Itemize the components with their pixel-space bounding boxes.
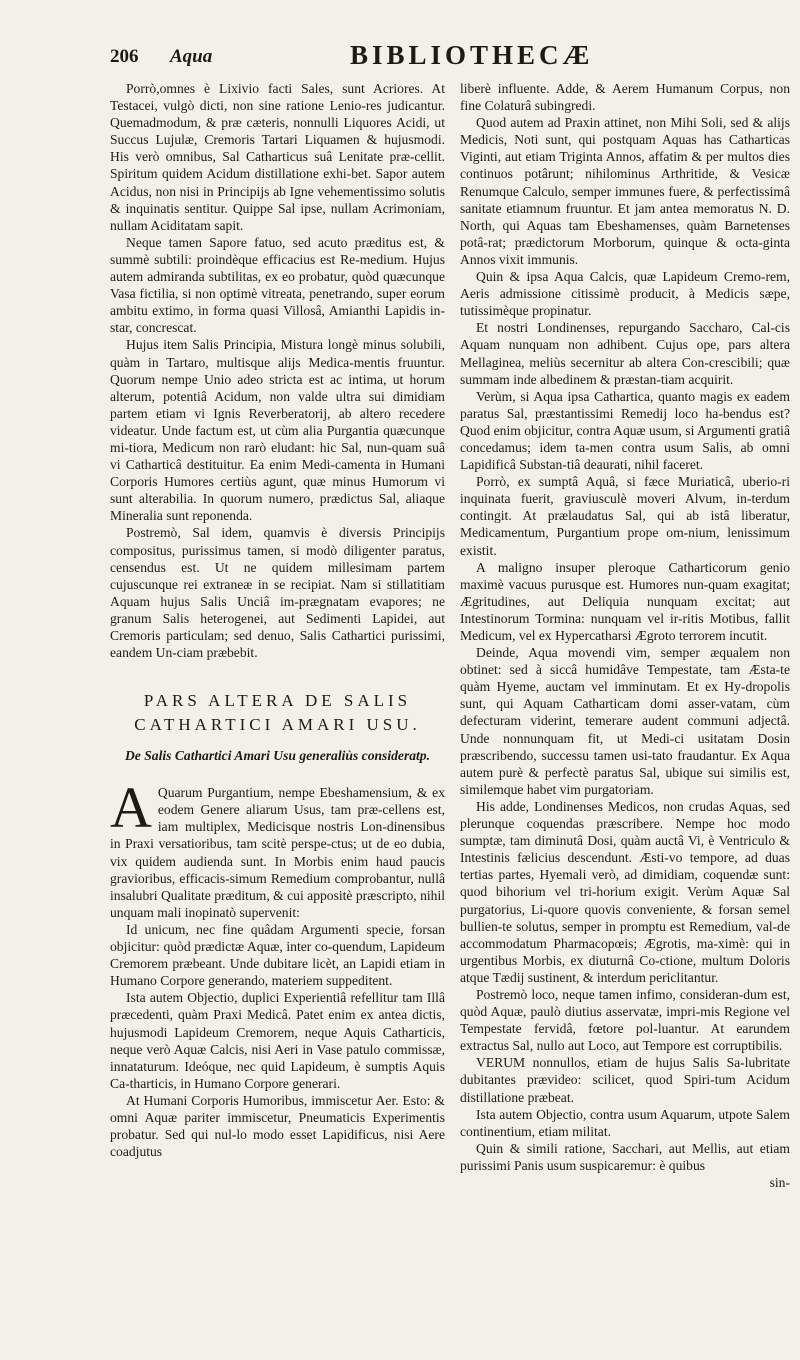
paragraph: VERUM nonnullos, etiam de hujus Salis Sa-lubritate dubitantes prævideo: scilicet, quod Spiri-tum Acidum distillatione præbeat. xyxy=(460,1055,790,1105)
paragraph: Postremò, Sal idem, quamvis è diversis Principijs compositus, purissimus tamen, si modò diligenter paratus, censendus est. Ut ne quidem millesimam partem cujuscunque rei extraneæ in se recipiat. Nam si stillatitiam Aquam hujus Salis Unciâ im-prægnatam evapores; ne granum Salis heterogenei, aut Sedimenti Lapidei, aut Cremoris particulam; sed denuo, Salis Cathartici purissimi, eandem Un-ciam præbebit. xyxy=(110,525,445,661)
paragraph: liberè influente. Adde, & Aerem Humanum Corpus, non fine Colaturâ subingredi. xyxy=(460,81,790,114)
section-subtitle: De Salis Cathartici Amari Usu generaliùs consideratp. xyxy=(124,748,431,764)
paragraph-text: Quarum Purgantium, nempe Ebeshamensium, & ex eodem Genere aliarum Usus, tam præ-cellens est, iam multiplex, Medicisque nostris Lon-dinensibus in Praxi versatioribus, tam scitè perspe-ctus; ut de eo dubia, vix quidem audienda sunt. In Morbis enim haud paucis gravioribus, efficacis-simum Remedium comprobantur, nullâ insalubri Qualitate præditum, & cui appositè præscripto, nihil unquam mali inopinatò supervenit: xyxy=(110,785,445,920)
paragraph: Hujus item Salis Principia, Mistura longè minus solubili, quàm in Tartaro, multisque alijs Medica-mentis fruuntur. Quorum nempe Unio adeo stricta est ac intima, ut horum alterum, potentiâ Acidum, non valde ultra sui dimidiam partem etiam vi Ignis Reverberatorij, ab altero recedere videatur. Unde factum est, ut cùm alia Purgantia quæcunque mi-tiora, Medicum non rarò eludant: hic Sal, nun-quam suâ vi Catharticâ destituitur. Ea enim Medi-camenta in Humani Corporis Humores certiùs agunt, quæ minus Humorum vi sunt alterabilia. In quorum numero, prædictus Sal, aliaque Mineralia sunt reponenda. xyxy=(110,337,445,524)
paragraph: Id unicum, nec fine quâdam Argumenti specie, forsan objicitur: quòd prædictæ Aquæ, inter co-quendum, Lapideum Cremorem præbeant. Unde dubitare licèt, an Lapidi etiam in Humano Corpore generando, materiem suppeditent. xyxy=(110,921,445,989)
paragraph: Et nostri Londinenses, repurgando Saccharo, Cal-cis Aquam nunquam non adhibent. Cujus ope, pars altera Mellaginea, meliùs secernitur ab altera Con-crescibili; quæ summam inde albedinem & præstan-tiam acquirit. xyxy=(460,320,790,387)
paragraph: Ista autem Objectio, duplici Experientiâ refellitur tam Illâ præcedenti, quàm Praxi Medicâ. Patet enim ex antea dictis, hujusmodi Lapideum Cremorem, neque Aquis Catharticis, neque verò Aquæ Calcis, nisi Aeri in Vase patulo commissæ, innataturum. Ideóque, nec quid Lapideum, è sumptis Aquis Ca-tharticis, in Humano Corpore generari. xyxy=(110,990,445,1091)
paragraph: His adde, Londinenses Medicos, non crudas Aquas, sed plerunque coquendas præscribere. Nempe hoc modo sumptæ, tam diminutâ Dosi, quàm auctâ Vi, è Ventriculo & Intestinis fælicius descendunt. Æsti-vo tempore, ad duas tertias partes, Hyemali verò, ad dimidiam, coquendæ sunt: quod bihorium vel tri-horium exigit. Verùm Aquæ Sal purgatorius, Li-quore quovis conveniente, & forsan semel bullien-te solutus, semper in promptu est Remedium, val-de accommodatum Pharmacopœis; Ægrotis, ma-ximè: qui in urgentibus Morbis, ex diuturnâ Co-ctione, multum Doloris atque Tædij sustinent, & interdum periclitantur. xyxy=(460,798,790,985)
paragraph: At Humani Corporis Humoribus, immiscetur Aer. Esto: & omni Aquæ pariter immiscetur, Pneumaticis Experimentis probatur. Sed qui nul-lo modo esset Lapidificus, nisi Aere coadjutus xyxy=(110,1092,445,1160)
paragraph: Postremò loco, neque tamen infimo, consideran-dum est, quòd Aquæ, paulò diutius asservatæ, impri-mis Regione vel Tempestate fervidâ, fœtore pol-luantur. At earundem extractus Sal, nullo aut Loco, aut Tempore est corruptibilis. xyxy=(460,986,790,1054)
paragraph: Quod autem ad Praxin attinet, non Mihi Soli, sed & alijs Medicis, Noti sunt, qui postquam Aquas has Catharticas Viginti, aut etiam Triginta Annos, affatim & per multos dies continuos potârunt; nihilominus Arthritide, & Vesicæ Renumque Calculo, semper immunes fuere, & perfectissimâ sanitate etiamnum fruuntur. Et jam antea memoratus N. D. North, qui Aquas tam Ebeshamenses, quàm Barnetenses potâ-rat; prædictorum Morborum, quinque & octa-ginta Annos vixit immunis. xyxy=(460,115,790,267)
page-number: 206 xyxy=(110,46,139,67)
paragraph: Porrò, ex sumptâ Aquâ, si fæce Muriaticâ, uberio-ri inquinata fuerit, graviusculè moveri Alvum, in-terdum contingit. At prælaudatus Sal, qui ab istâ liberatur, Medicamentum, Purgantium prope om-nium, lenissimum existit. xyxy=(460,474,790,558)
paragraph: Ista autem Objectio, contra usum Aquarum, utpote Salem continentium, etiam militat. xyxy=(460,1106,790,1139)
paragraph: Quin & ipsa Aqua Calcis, quæ Lapideum Cremo-rem, Aeris admissione citissimè producit, à Medicis sæpe, tutissimèque propinatur. xyxy=(460,269,790,319)
paragraph: Deinde, Aqua movendi vim, semper æqualem non obtinet: sed à siccâ humidâve Tempestate, tam Æsta-te quàm Hyeme, auctam vel imminutam. Et ex Hy-dropolis sunt, qui Aquam Catharticam domi asser-vatam, cùm defecturam viderint, temerare audent communi adjectâ. Unde nonnunquam fit, ut Medi-ci usitatam Dosin præscribendo, successu tamen usi-tato fraudantur. Ex Aqua autem purè & perfectè paratus Sal, ubique sui similis est, similemque habet vim purgatoriam. xyxy=(460,645,790,797)
drop-cap: A xyxy=(110,775,152,841)
left-column xyxy=(110,80,445,1160)
paragraph: Neque tamen Sapore fatuo, sed acuto præditus est, & summè subtili: proindèque efficacius est Re-medium. Hujus autem admiranda subtilitas, ex eo probatur, quòd quæcunque Vasa fictilia, si non optimè vitreata, penetrando, super eorum ambitu extimo, in forma quasi Villosâ, Amianthi Lapidis in-star, concrescat. xyxy=(110,234,445,336)
page-catchword: sin- xyxy=(769,1175,790,1190)
header-catchword: Aqua xyxy=(170,46,213,67)
running-title: BIBLIOTHECÆ xyxy=(350,40,594,70)
paragraph: A maligno insuper pleroque Catharticorum genio maximè vacuus purusque est. Humores nun-quam exagitat; Ægritudines, aut Deliquia nunquam excitat; aut Intestinorum Tormina: nunquam vel ir-ritis Motibus, fallit Medicum, vel ex Hypercatharsi Ægroto terrorem incutit. xyxy=(460,559,790,643)
section-title: PARS ALTERA DE SALIS CATHARTICI AMARI USU. xyxy=(134,691,421,735)
paragraph: Quin & simili ratione, Sacchari, aut Mellis, aut etiam purissimi Panis usum suspicaremur: è quibus xyxy=(460,1140,790,1173)
paragraph: Porrò,omnes è Lixivio facti Sales, sunt Acriores. At Testacei, vulgò dicti, non sine ratione Lenio-res judicantur. Quemadmodum, & præ cæteris, nonnulli Liquores Acidi, ut Succus Lujulæ, Cremoris Tartari Liquamen & hujusmodi. His verò omnibus, Sal Catharticus suâ Lenitate præ-cellit. Spiritum quidem Acidum distillatione exhi-bet. Sapor autem Acidus, non nisi in Principijs ab Igne vehementissimo solutis & inquinatis sentitur. Quippe Sal ipse, nullam Acrimoniam, nullam Aciditatam sapit. xyxy=(110,81,445,233)
paragraph-with-drop-cap xyxy=(110,775,445,921)
page-header xyxy=(110,40,780,76)
right-column xyxy=(460,80,790,1191)
paragraph: Verùm, si Aqua ipsa Cathartica, quanto magis ex eadem paratus Sal, præstantissimi Remedij loco ha-bendus est? Quod enim objicitur, contra Aquæ usum, si Argumenti gratiâ concedamus; idem ta-men contra usum Salis, ab omni Lapidificâ Substan-tiâ deaurati, nihil faceret. xyxy=(460,388,790,473)
